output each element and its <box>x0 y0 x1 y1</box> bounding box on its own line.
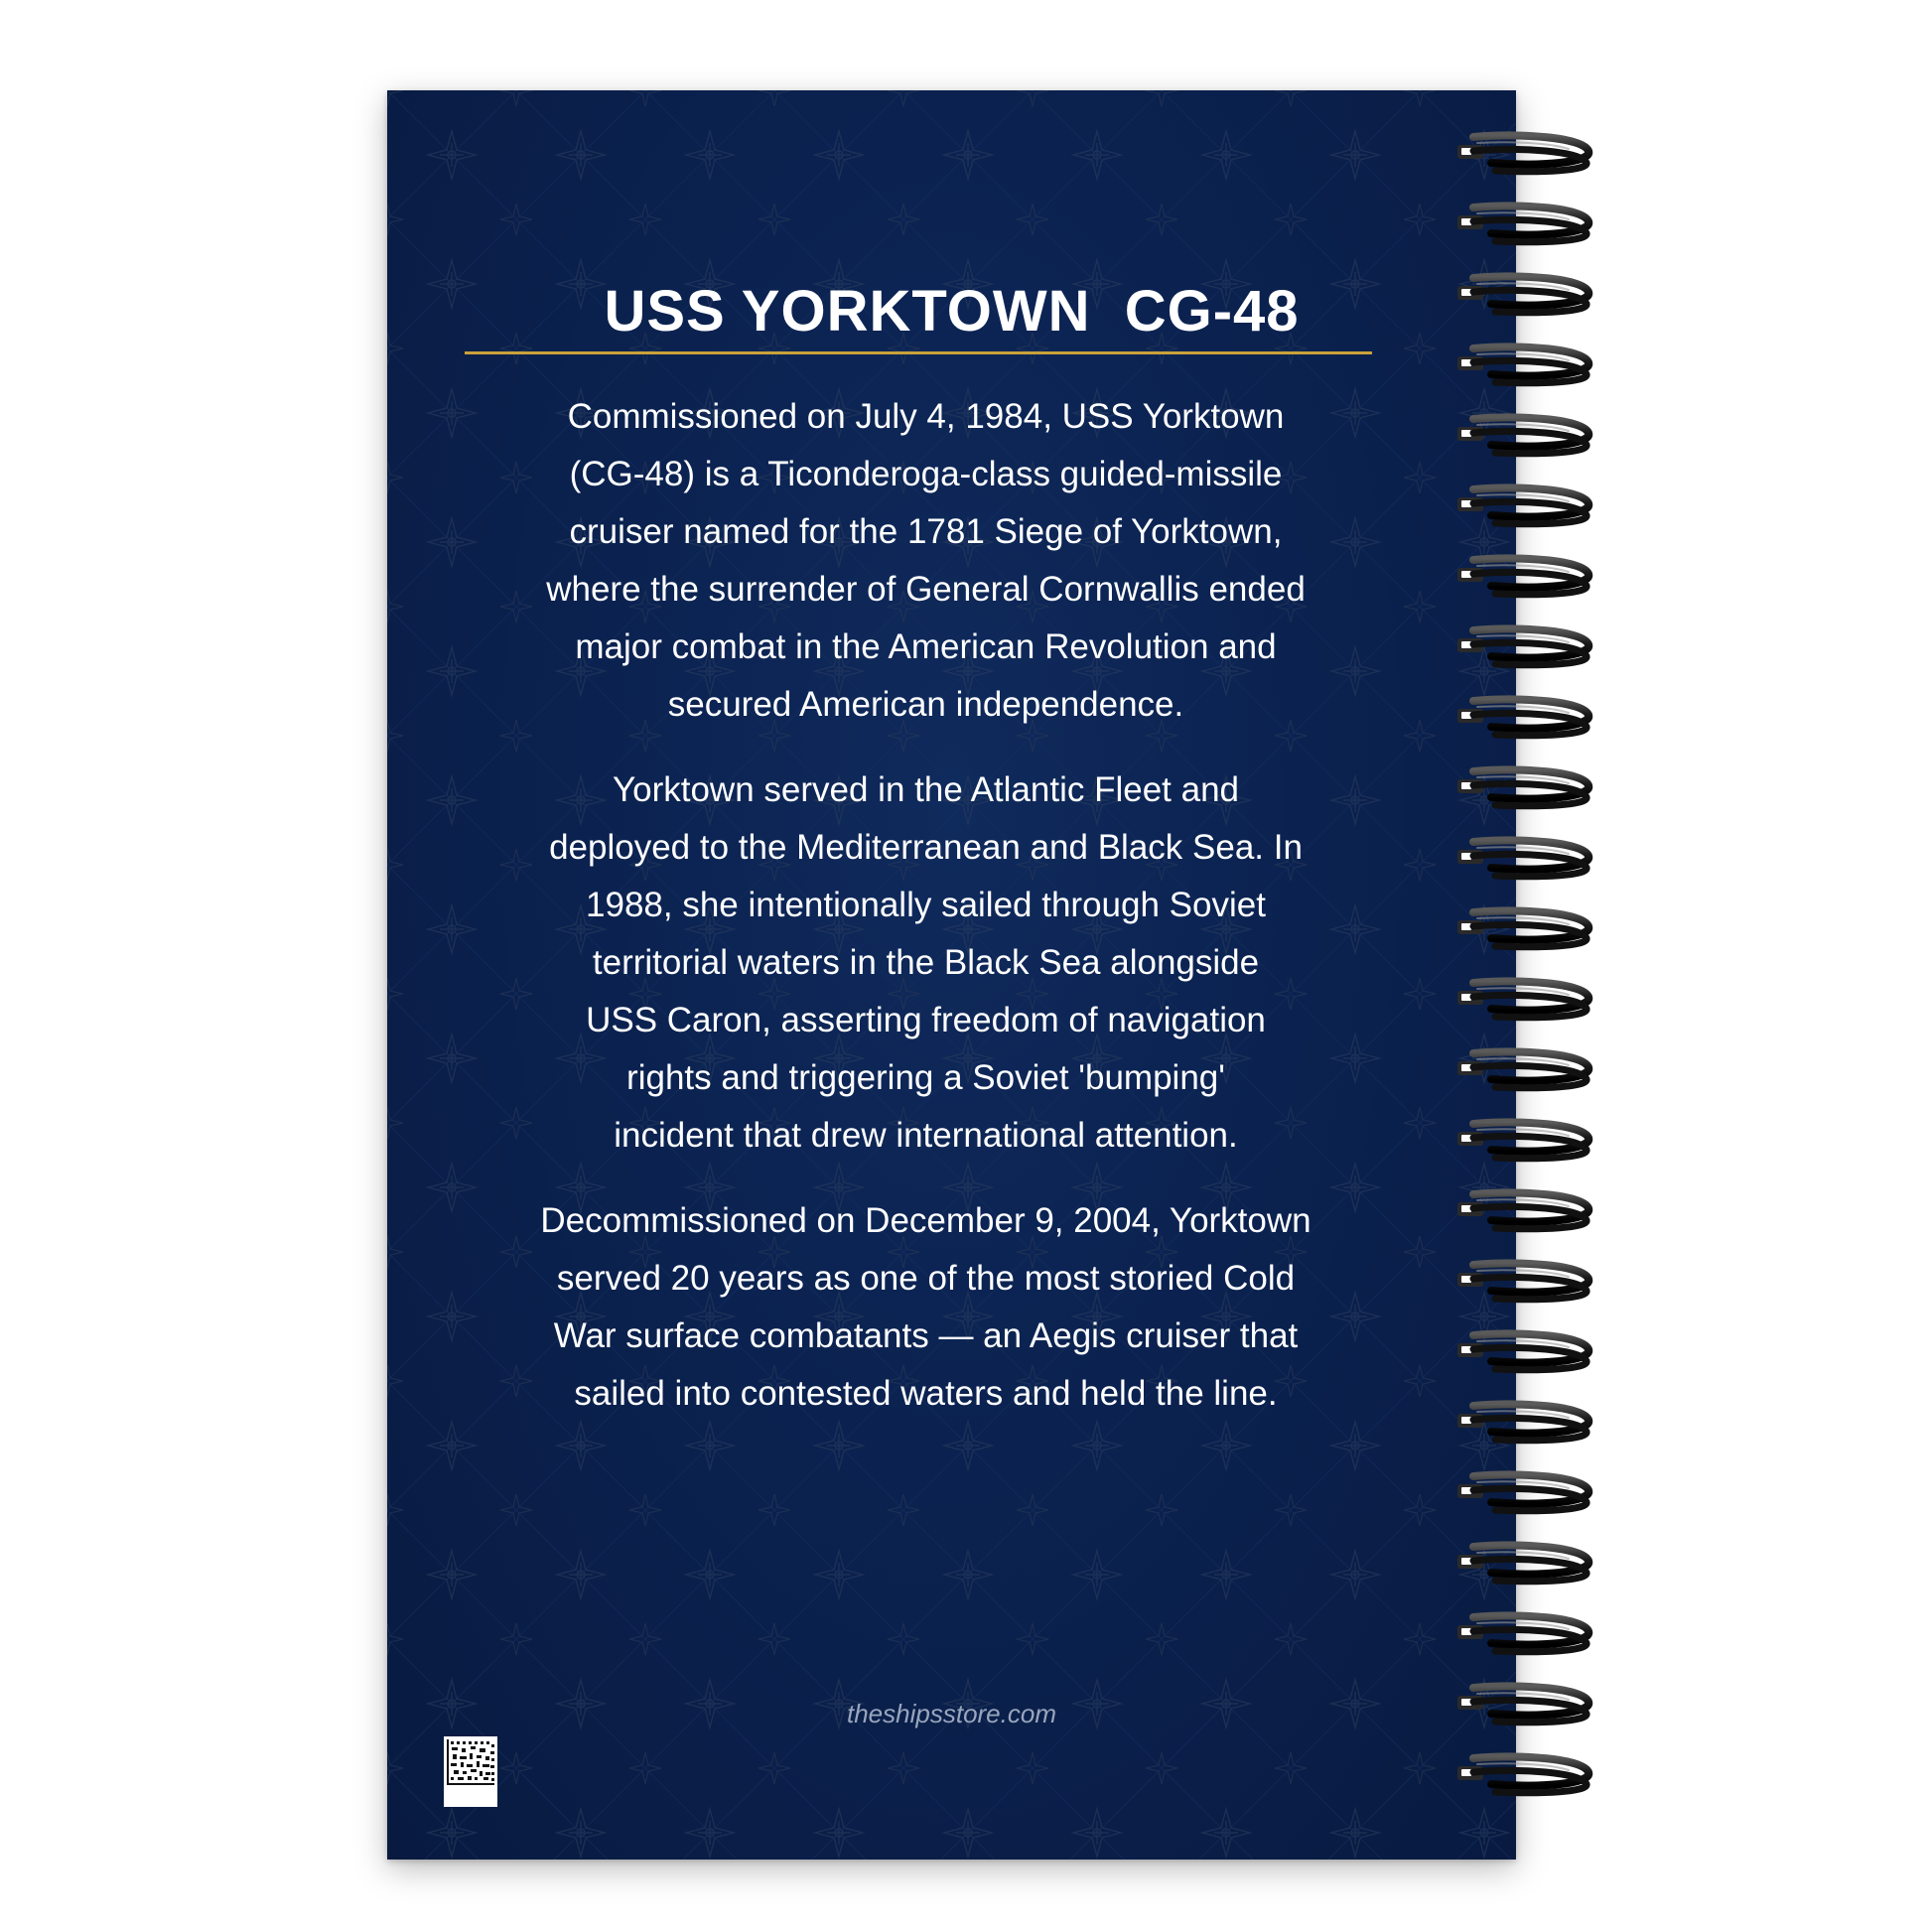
paragraph-line: deployed to the Mediterranean and Black Sea. In <box>549 828 1303 867</box>
paragraph-line: incident that drew international attention. <box>614 1116 1238 1155</box>
paragraph-line: USS Caron, asserting freedom of navigation <box>586 1001 1266 1039</box>
paragraph-line: territorial waters in the Black Sea alongside <box>592 943 1260 982</box>
paragraph-line: 1988, she intentionally sailed through Soviet <box>586 886 1266 924</box>
store-website: theshipsstore.com <box>847 1699 1056 1728</box>
paragraph-line: War surface combatants — an Aegis cruiser that <box>553 1316 1299 1355</box>
paragraph-line: Decommissioned on December 9, 2004, Yorktown <box>540 1201 1311 1240</box>
notebook-back-cover <box>387 90 1516 1860</box>
paragraph-line: served 20 years as one of the most storied Cold <box>556 1259 1296 1298</box>
paragraph-line: cruiser named for the 1781 Siege of Yorktown, <box>569 512 1283 551</box>
paragraph-line: Commissioned on July 4, 1984, USS Yorktown <box>567 397 1285 436</box>
history-paragraph-2 <box>486 761 1365 1165</box>
paragraph-line: rights and triggering a Soviet 'bumping' <box>626 1058 1225 1097</box>
spiral-binding-icon <box>1451 129 1610 1837</box>
paragraph-line: secured American independence. <box>667 685 1184 724</box>
cover-title: USS YORKTOWN CG-48 <box>604 279 1300 344</box>
gold-divider <box>465 351 1372 354</box>
paragraph-line: major combat in the American Revolution and <box>575 627 1277 666</box>
paragraph-line: sailed into contested waters and held the line. <box>574 1374 1278 1413</box>
paragraph-line: (CG-48) is a Ticonderoga-class guided-missile <box>569 455 1283 493</box>
datamatrix-barcode-icon <box>444 1736 497 1807</box>
history-paragraph-3 <box>486 1192 1365 1423</box>
history-paragraph-1 <box>486 388 1365 734</box>
paragraph-line: Yorktown served in the Atlantic Fleet and <box>612 770 1240 809</box>
paragraph-line: where the surrender of General Cornwallis ended <box>546 570 1306 609</box>
